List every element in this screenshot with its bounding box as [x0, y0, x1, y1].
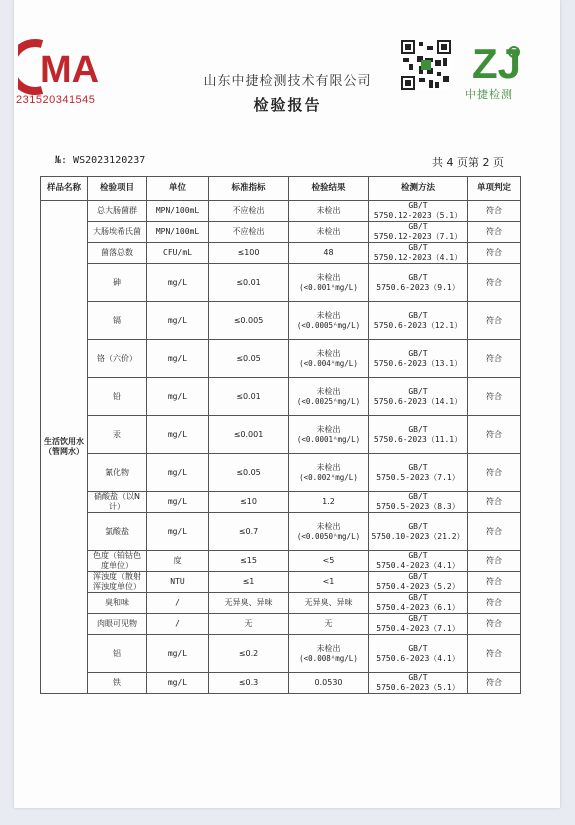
result-detection-limit: (<0.0005ᴬmg/L) — [296, 320, 361, 330]
result-cell — [289, 614, 369, 635]
verdict-cell: 符合 — [468, 340, 521, 378]
method-cell — [369, 340, 468, 378]
method-cell — [369, 243, 468, 264]
col-header: 检验项目 — [88, 177, 147, 201]
standard-cell: ≤0.05 — [209, 340, 289, 378]
verdict-cell: 符合 — [468, 378, 521, 416]
method-line-2: 5750.4-2023（6.1） — [376, 603, 460, 612]
col-header: 检测方法 — [369, 177, 468, 201]
standard-cell: ≤10 — [209, 492, 289, 513]
result-cell — [289, 513, 369, 551]
result-detection-limit: (<0.0050ᴬmg/L) — [296, 531, 361, 541]
method-cell — [369, 593, 468, 614]
result-detection-limit: (<0.004ᴬmg/L) — [299, 358, 358, 368]
method-line-1: GB/T — [408, 551, 428, 560]
standard-cell: ≤15 — [209, 551, 289, 572]
method-line-1: GB/T — [408, 386, 428, 396]
verdict-cell: 符合 — [468, 416, 521, 454]
report-number: №: WS2023120237 — [55, 155, 146, 166]
result-cell — [289, 416, 369, 454]
method-cell — [369, 673, 468, 694]
standard-cell: ≤0.005 — [209, 302, 289, 340]
cma-logo-text: MA — [40, 49, 100, 91]
item-cell: 铝 — [88, 635, 147, 673]
standard-cell: ≤0.2 — [209, 635, 289, 673]
col-header: 单位 — [147, 177, 209, 201]
method-line-2: 5750.4-2023（5.2） — [376, 582, 460, 591]
method-line-1: GB/T — [408, 643, 428, 653]
item-cell: 臭和味 — [88, 593, 147, 614]
table-row — [41, 416, 521, 454]
sample-name-cell: 生活饮用水（管网水） — [41, 201, 88, 694]
unit-cell: mg/L — [147, 264, 209, 302]
item-cell: 肉眼可见物 — [88, 614, 147, 635]
table-row — [41, 454, 521, 492]
method-line-2: 5750.12-2023（4.1） — [373, 253, 463, 262]
result-value: 48 — [323, 248, 334, 257]
result-value: 未检出 — [316, 206, 341, 215]
result-cell — [289, 572, 369, 593]
col-header: 单项判定 — [468, 177, 521, 201]
method-cell — [369, 201, 468, 222]
method-line-1: GB/T — [408, 593, 428, 602]
results-table — [40, 176, 521, 694]
method-line-2: 5750.6-2023（9.1） — [376, 282, 460, 292]
method-line-2: 5750.4-2023（7.1） — [376, 624, 460, 633]
table-row — [41, 243, 521, 264]
report-title: 检验报告 — [253, 96, 322, 114]
method-line-2: 5750.5-2023（8.3） — [376, 502, 460, 511]
result-value: 未检出 — [316, 272, 341, 282]
item-cell: 硝酸盐（以N计） — [88, 492, 147, 513]
result-value: 未检出 — [316, 348, 341, 358]
method-line-1: GB/T — [408, 310, 428, 320]
table-row — [41, 572, 521, 593]
item-cell: 砷 — [88, 264, 147, 302]
table-row — [41, 302, 521, 340]
cma-number: 231520341545 — [16, 94, 96, 106]
item-cell: 菌落总数 — [88, 243, 147, 264]
verdict-cell: 符合 — [468, 243, 521, 264]
item-cell: 氰化物 — [88, 454, 147, 492]
standard-cell: 无异臭、异味 — [209, 593, 289, 614]
item-cell: 大肠埃希氏菌 — [88, 222, 147, 243]
result-cell — [289, 551, 369, 572]
table-row — [41, 593, 521, 614]
method-line-1: GB/T — [408, 462, 428, 472]
method-line-2: 5750.6-2023（14.1） — [373, 396, 463, 406]
result-cell — [289, 635, 369, 673]
method-cell — [369, 302, 468, 340]
result-detection-limit: (<0.008ᴬmg/L) — [299, 653, 358, 663]
result-cell — [289, 340, 369, 378]
method-line-2: 5750.6-2023（4.1） — [376, 653, 460, 663]
table-row — [41, 673, 521, 694]
verdict-cell: 符合 — [468, 201, 521, 222]
method-line-2: 5750.12-2023（5.1） — [373, 211, 463, 220]
qr-code — [401, 40, 451, 90]
result-cell — [289, 378, 369, 416]
verdict-cell: 符合 — [468, 614, 521, 635]
standard-cell: ≤0.05 — [209, 454, 289, 492]
unit-cell: MPN/100mL — [147, 222, 209, 243]
method-cell — [369, 454, 468, 492]
item-cell: 色度（铂钴色度单位） — [88, 551, 147, 572]
unit-cell: mg/L — [147, 454, 209, 492]
standard-cell: 无 — [209, 614, 289, 635]
method-cell — [369, 492, 468, 513]
result-cell — [289, 454, 369, 492]
brand-logo-text: ZJ — [472, 40, 522, 86]
result-value: 0.0530 — [314, 678, 343, 687]
result-cell — [289, 243, 369, 264]
standard-cell: 不应检出 — [209, 201, 289, 222]
method-line-2: 5750.6-2023（13.1） — [373, 358, 463, 368]
table-row — [41, 340, 521, 378]
company-name: 山东中捷检测技术有限公司 — [203, 74, 372, 89]
verdict-cell: 符合 — [468, 492, 521, 513]
unit-cell: mg/L — [147, 340, 209, 378]
method-line-2: 5750.5-2023（7.1） — [376, 472, 460, 482]
item-cell: 铬（六价） — [88, 340, 147, 378]
method-line-2: 5750.6-2023（5.1） — [376, 683, 460, 692]
unit-cell: mg/L — [147, 513, 209, 551]
method-cell — [369, 635, 468, 673]
result-detection-limit: (<0.001ᴬmg/L) — [299, 282, 358, 292]
col-header: 检验结果 — [289, 177, 369, 201]
method-cell — [369, 378, 468, 416]
brand-name: 中捷检测 — [465, 88, 513, 101]
col-header: 样品名称 — [41, 177, 88, 201]
method-line-1: GB/T — [408, 521, 428, 531]
method-line-1: GB/T — [408, 673, 428, 682]
table-row — [41, 551, 521, 572]
method-cell — [369, 513, 468, 551]
verdict-cell: 符合 — [468, 454, 521, 492]
standard-cell: ≤100 — [209, 243, 289, 264]
result-value: 未检出 — [316, 386, 341, 396]
method-cell — [369, 264, 468, 302]
table-header-row — [41, 177, 521, 201]
result-detection-limit: (<0.002ᴬmg/L) — [299, 472, 358, 482]
verdict-cell: 符合 — [468, 302, 521, 340]
method-line-1: GB/T — [408, 348, 428, 358]
method-cell — [369, 222, 468, 243]
brand-logo — [470, 38, 526, 86]
standard-cell: ≤0.001 — [209, 416, 289, 454]
verdict-cell: 符合 — [468, 635, 521, 673]
verdict-cell: 符合 — [468, 673, 521, 694]
method-line-2: 5750.10-2023（21.2） — [371, 531, 465, 541]
method-cell — [369, 614, 468, 635]
method-line-2: 5750.12-2023（7.1） — [373, 232, 463, 241]
item-cell: 铁 — [88, 673, 147, 694]
verdict-cell: 符合 — [468, 222, 521, 243]
unit-cell: / — [147, 614, 209, 635]
standard-cell: ≤0.01 — [209, 378, 289, 416]
method-line-1: GB/T — [408, 222, 428, 231]
method-cell — [369, 572, 468, 593]
item-cell: 镉 — [88, 302, 147, 340]
method-line-1: GB/T — [408, 243, 428, 252]
unit-cell: mg/L — [147, 416, 209, 454]
result-cell — [289, 222, 369, 243]
result-cell — [289, 673, 369, 694]
verdict-cell: 符合 — [468, 264, 521, 302]
unit-cell: mg/L — [147, 635, 209, 673]
table-row — [41, 492, 521, 513]
method-line-2: 5750.6-2023（11.1） — [373, 434, 463, 444]
result-value: 1.2 — [322, 497, 335, 506]
page-info: 共 4 页第 2 页 — [432, 156, 504, 169]
result-value: 未检出 — [316, 310, 341, 320]
table-row — [41, 513, 521, 551]
method-line-1: GB/T — [408, 272, 428, 282]
standard-cell: ≤0.01 — [209, 264, 289, 302]
result-detection-limit: (<0.0025ᴬmg/L) — [296, 396, 361, 406]
standard-cell: 不应检出 — [209, 222, 289, 243]
unit-cell: NTU — [147, 572, 209, 593]
unit-cell: mg/L — [147, 673, 209, 694]
method-line-2: 5750.6-2023（12.1） — [373, 320, 463, 330]
table-row — [41, 222, 521, 243]
result-value: 未检出 — [316, 227, 341, 236]
result-cell — [289, 593, 369, 614]
item-cell: 浑浊度（散射浑浊度单位） — [88, 572, 147, 593]
method-line-1: GB/T — [408, 492, 428, 501]
col-header: 标准指标 — [209, 177, 289, 201]
unit-cell: mg/L — [147, 378, 209, 416]
method-line-1: GB/T — [408, 572, 428, 581]
result-value: 无异臭、异味 — [304, 598, 353, 607]
item-cell: 铅 — [88, 378, 147, 416]
standard-cell: ≤0.3 — [209, 673, 289, 694]
method-line-1: GB/T — [408, 614, 428, 623]
result-value: 未检出 — [316, 643, 341, 653]
table-row — [41, 264, 521, 302]
result-value: 未检出 — [316, 462, 341, 472]
table-row — [41, 635, 521, 673]
standard-cell: ≤1 — [209, 572, 289, 593]
item-cell: 氯酸盐 — [88, 513, 147, 551]
item-cell: 汞 — [88, 416, 147, 454]
table-body — [41, 201, 521, 694]
table-row — [41, 201, 521, 222]
unit-cell: / — [147, 593, 209, 614]
unit-cell: mg/L — [147, 492, 209, 513]
result-detection-limit: (<0.0001ᴬmg/L) — [296, 434, 361, 444]
result-value: 无 — [324, 619, 333, 628]
unit-cell: MPN/100mL — [147, 201, 209, 222]
verdict-cell: 符合 — [468, 513, 521, 551]
item-cell: 总大肠菌群 — [88, 201, 147, 222]
verdict-cell: 符合 — [468, 551, 521, 572]
result-cell — [289, 492, 369, 513]
verdict-cell: 符合 — [468, 593, 521, 614]
standard-cell: ≤0.7 — [209, 513, 289, 551]
method-line-2: 5750.4-2023（4.1） — [376, 561, 460, 570]
method-cell — [369, 551, 468, 572]
method-line-1: GB/T — [408, 201, 428, 210]
result-cell — [289, 201, 369, 222]
result-value: 未检出 — [316, 521, 341, 531]
verdict-cell: 符合 — [468, 572, 521, 593]
result-value: 未检出 — [316, 424, 341, 434]
result-cell — [289, 264, 369, 302]
result-cell — [289, 302, 369, 340]
table-row — [41, 378, 521, 416]
unit-cell: CFU/mL — [147, 243, 209, 264]
unit-cell: mg/L — [147, 302, 209, 340]
unit-cell: 度 — [147, 551, 209, 572]
method-cell — [369, 416, 468, 454]
table-row — [41, 614, 521, 635]
result-value: <5 — [322, 556, 335, 565]
result-value: <1 — [322, 577, 335, 586]
method-line-1: GB/T — [408, 424, 428, 434]
